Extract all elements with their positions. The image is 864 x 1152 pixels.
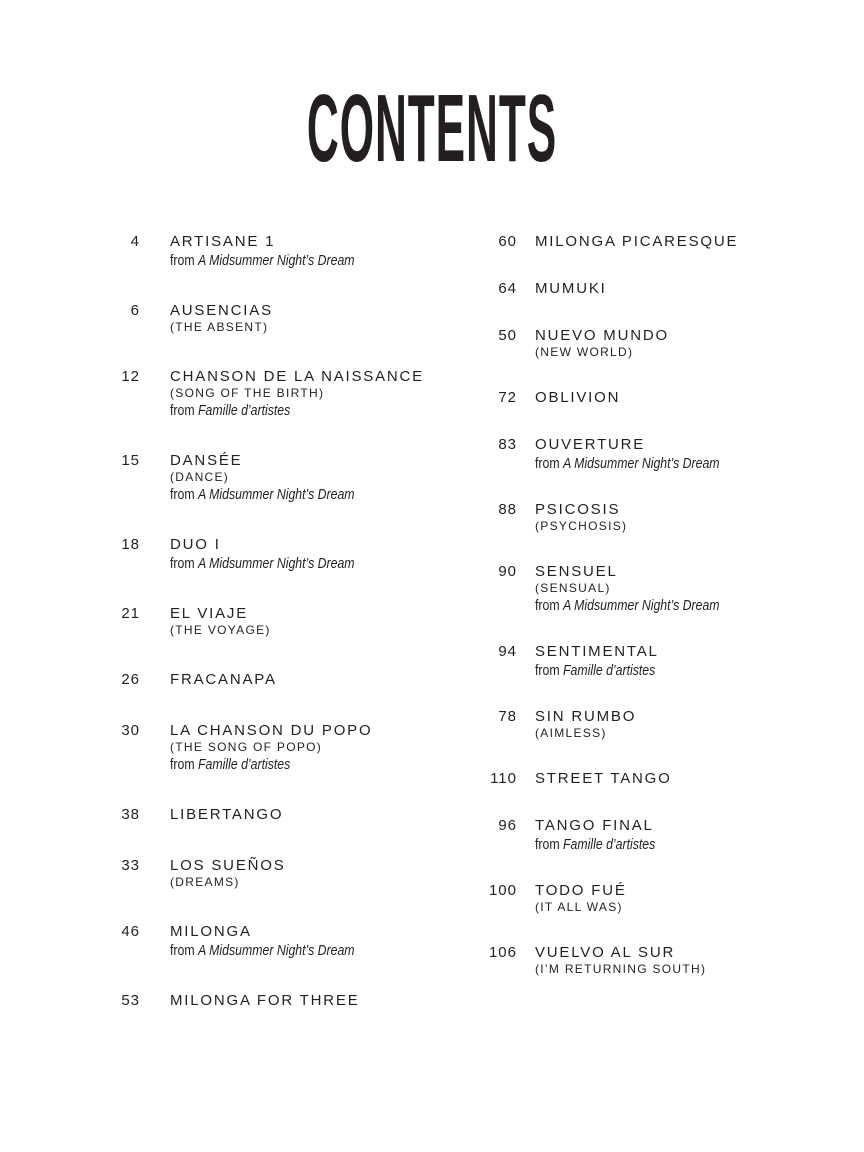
toc-entry-body xyxy=(517,882,627,915)
toc-entry-source xyxy=(170,252,355,269)
toc-source-prefix: from xyxy=(170,756,195,773)
toc-source-work: A Midsummer Night’s Dream xyxy=(563,597,720,614)
toc-entry-subtitle: (THE VOYAGE) xyxy=(170,623,271,637)
toc-entry-source xyxy=(535,597,720,614)
toc-entry xyxy=(465,643,825,679)
toc-entry-title: CHANSON DE LA NAISSANCE xyxy=(170,368,424,385)
toc-entry-body xyxy=(140,233,395,269)
toc-entry-source xyxy=(170,486,355,503)
toc-entry xyxy=(465,882,825,915)
toc-entry-source xyxy=(170,555,355,572)
toc-entry xyxy=(465,817,825,853)
toc-entry-body xyxy=(140,923,395,959)
toc-column-right xyxy=(465,233,825,1006)
toc-source-work: A Midsummer Night’s Dream xyxy=(563,455,720,472)
toc-source-work: A Midsummer Night’s Dream xyxy=(198,252,355,269)
toc-page-number: 6 xyxy=(130,302,140,319)
toc-entry-body xyxy=(517,280,607,298)
toc-entry xyxy=(465,436,825,472)
toc-entry-subtitle: (AIMLESS) xyxy=(535,726,607,740)
toc-entry-body xyxy=(140,857,286,890)
toc-entry-title: DANSÉE xyxy=(170,452,243,469)
toc-source-prefix: from xyxy=(170,486,195,503)
toc-entry xyxy=(100,671,450,689)
toc-entry xyxy=(100,923,450,959)
toc-entry xyxy=(100,992,450,1010)
toc-source-prefix: from xyxy=(535,662,560,679)
toc-entry-source xyxy=(535,455,720,472)
toc-source-prefix: from xyxy=(535,836,560,853)
toc-entry-title: SENTIMENTAL xyxy=(535,643,659,660)
toc-page-number: 4 xyxy=(130,233,140,250)
toc-entry xyxy=(100,302,450,335)
toc-entry-title: VUELVO AL SUR xyxy=(535,944,676,961)
toc-source-work: A Midsummer Night’s Dream xyxy=(198,555,355,572)
toc-entry-title: DUO I xyxy=(170,536,221,553)
toc-entry-body xyxy=(140,368,424,419)
toc-source-prefix: from xyxy=(535,597,560,614)
toc-page-number: 38 xyxy=(121,806,140,823)
toc-page-number: 96 xyxy=(498,817,517,834)
toc-entry-body xyxy=(517,389,620,407)
toc-entry-title: EL VIAJE xyxy=(170,605,249,622)
toc-entry-body xyxy=(517,817,682,853)
toc-page-number: 100 xyxy=(488,882,517,899)
toc-entry-title: OBLIVION xyxy=(535,389,621,406)
toc-entry xyxy=(465,563,825,614)
toc-entry-body xyxy=(517,233,738,251)
toc-page-number: 78 xyxy=(498,708,517,725)
toc-entry-title: STREET TANGO xyxy=(535,770,672,787)
toc-entry-body xyxy=(140,722,372,773)
toc-entry-body xyxy=(140,302,273,335)
toc-entry-title: SIN RUMBO xyxy=(535,708,637,725)
toc-entry-source xyxy=(170,402,378,419)
toc-entry-body xyxy=(140,671,277,689)
toc-entry-title: ARTISANE 1 xyxy=(170,233,276,250)
toc-entry-subtitle: (THE ABSENT) xyxy=(170,320,269,334)
toc-entry-body xyxy=(517,643,682,679)
toc-source-work: Famille d’artistes xyxy=(198,756,291,773)
toc-page-number: 106 xyxy=(488,944,517,961)
toc-page-number: 30 xyxy=(121,722,140,739)
toc-entry-title: TANGO FINAL xyxy=(535,817,654,834)
toc-entry-body xyxy=(517,708,636,741)
toc-entry xyxy=(465,708,825,741)
toc-page-number: 18 xyxy=(121,536,140,553)
page-title: CONTENTS xyxy=(306,75,558,182)
toc-source-work: A Midsummer Night’s Dream xyxy=(198,942,355,959)
toc-entry-title: MUMUKI xyxy=(535,280,607,297)
toc-page-number: 90 xyxy=(498,563,517,580)
toc-entry-body xyxy=(140,605,271,638)
toc-entry-subtitle: (I’M RETURNING SOUTH) xyxy=(535,962,707,976)
toc-entry xyxy=(100,605,450,638)
toc-page-number: 83 xyxy=(498,436,517,453)
toc-entry xyxy=(100,452,450,503)
toc-entry-source xyxy=(170,942,355,959)
toc-entry-title: AUSENCIAS xyxy=(170,302,273,319)
toc-entry xyxy=(465,233,825,251)
toc-entry-title: MILONGA FOR THREE xyxy=(170,992,360,1009)
toc-page-number: 12 xyxy=(121,368,140,385)
toc-entry-body xyxy=(517,770,672,788)
toc-page-number: 88 xyxy=(498,501,517,518)
toc-column-left xyxy=(100,233,450,1043)
toc-entry xyxy=(100,857,450,890)
toc-entry-source xyxy=(170,756,336,773)
toc-entry-subtitle: (DANCE) xyxy=(170,470,230,484)
toc-entry-title: OUVERTURE xyxy=(535,436,646,453)
toc-entry-body xyxy=(517,944,706,977)
toc-source-work: A Midsummer Night’s Dream xyxy=(198,486,355,503)
toc-entry-subtitle: (PSYCHOSIS) xyxy=(535,519,628,533)
toc-entry xyxy=(465,389,825,407)
toc-entry xyxy=(465,770,825,788)
toc-entry-subtitle: (THE SONG OF POPO) xyxy=(170,740,323,754)
toc-page-number: 94 xyxy=(498,643,517,660)
toc-entry-title: LA CHANSON DU POPO xyxy=(170,722,373,739)
toc-entry-body xyxy=(140,536,395,572)
toc-entry-body xyxy=(140,992,360,1010)
toc-page-number: 26 xyxy=(121,671,140,688)
toc-entry-title: MILONGA PICARESQUE xyxy=(535,233,739,250)
toc-entry-body xyxy=(517,501,627,534)
toc-entry-body xyxy=(140,806,283,824)
toc-page-number: 60 xyxy=(498,233,517,250)
toc-entry xyxy=(465,944,825,977)
toc-entry-subtitle: (IT ALL WAS) xyxy=(535,900,623,914)
toc-entry-title: NUEVO MUNDO xyxy=(535,327,669,344)
toc-entry xyxy=(465,501,825,534)
toc-entry-body xyxy=(517,436,760,472)
toc-entry-title: TODO FUÉ xyxy=(535,882,627,899)
toc-entry-source xyxy=(535,836,655,853)
toc-entry-subtitle: (SENSUAL) xyxy=(535,581,611,595)
toc-entry-subtitle: (SONG OF THE BIRTH) xyxy=(170,386,325,400)
toc-source-work: Famille d’artistes xyxy=(563,662,656,679)
toc-entry-body xyxy=(517,327,669,360)
toc-source-prefix: from xyxy=(170,402,195,419)
toc-source-prefix: from xyxy=(170,942,195,959)
toc-source-work: Famille d’artistes xyxy=(563,836,656,853)
toc-source-prefix: from xyxy=(170,555,195,572)
toc-entry xyxy=(100,368,450,419)
toc-page-number: 50 xyxy=(498,327,517,344)
toc-page-number: 72 xyxy=(498,389,517,406)
toc-page-number: 46 xyxy=(121,923,140,940)
toc-entry xyxy=(465,327,825,360)
toc-page-number: 33 xyxy=(121,857,140,874)
toc-entry-title: LIBERTANGO xyxy=(170,806,284,823)
toc-entry-source xyxy=(535,662,655,679)
toc-source-work: Famille d’artistes xyxy=(198,402,291,419)
toc-page-number: 15 xyxy=(121,452,140,469)
toc-entry-title: SENSUEL xyxy=(535,563,618,580)
toc-page-number: 110 xyxy=(490,770,517,787)
toc-entry-body xyxy=(517,563,760,614)
toc-entry-title: MILONGA xyxy=(170,923,252,940)
toc-entry xyxy=(100,536,450,572)
toc-entry-subtitle: (NEW WORLD) xyxy=(535,345,634,359)
toc-entry-title: PSICOSIS xyxy=(535,501,621,518)
toc-entry xyxy=(100,233,450,269)
toc-entry xyxy=(100,722,450,773)
toc-entry-title: LOS SUEÑOS xyxy=(170,857,286,874)
toc-page-number: 21 xyxy=(121,605,140,622)
toc-page-number: 64 xyxy=(498,280,517,297)
toc-entry-title: FRACANAPA xyxy=(170,671,277,688)
toc-entry xyxy=(100,806,450,824)
toc-source-prefix: from xyxy=(170,252,195,269)
toc-entry-body xyxy=(140,452,395,503)
toc-page-number: 53 xyxy=(121,992,140,1009)
toc-entry-subtitle: (DREAMS) xyxy=(170,875,240,889)
toc-entry xyxy=(465,280,825,298)
toc-source-prefix: from xyxy=(535,455,560,472)
